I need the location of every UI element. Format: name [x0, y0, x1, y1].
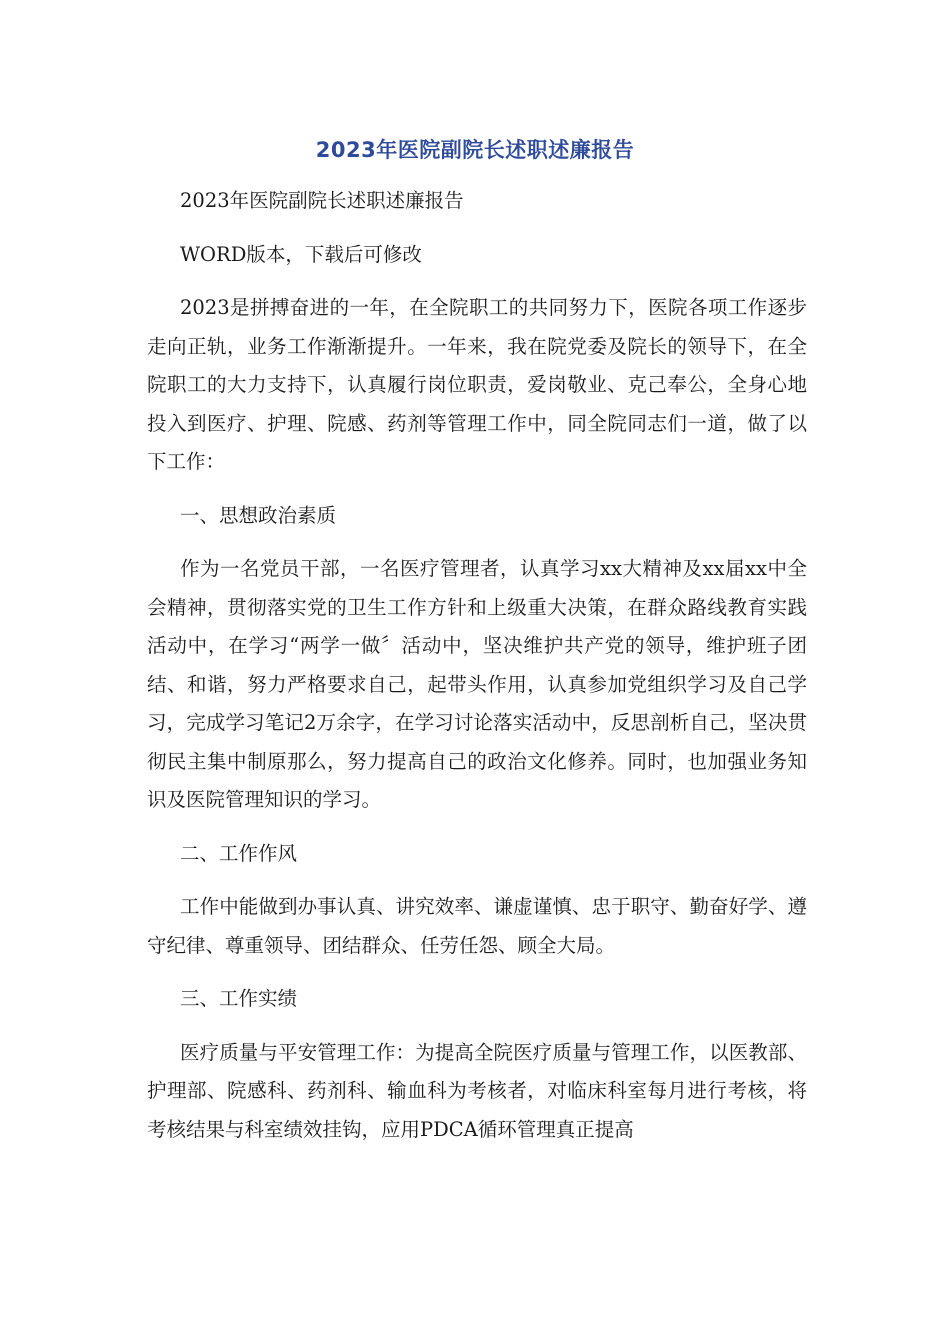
section-heading-political: 一、思想政治素质 [180, 503, 337, 527]
paragraph-intro: 2023是拼搏奋进的一年，在全院职工的共同努力下，医院各项工作逐步走向正轨，业务工作渐渐提升。一年来，我在院党委及院长的领导下，在全院职工的大力支持下，认真履行岗位职责，爱岗敬业、克己奉公，全身心地投入到医疗、护理、院感、药剂等管理工作中，同全院同志们一道，做了以下工作： [147, 296, 807, 473]
paragraph-achievements: 医疗质量与平安管理工作：为提高全院医疗质量与管理工作，以医教部、护理部、院感科、药剂科、输血科为考核者，对临床科室每月进行考核，将考核结果与科室绩效挂钩，应用PDCA循环管理真正提高 [147, 1040, 807, 1141]
section-heading-style: 二、工作作风 [180, 841, 298, 865]
paragraph-style: 工作中能做到办事认真、讲究效率、谦虚谨慎、忠于职守、勤奋好学、遵守纪律、尊重领导、团结群众、任劳任怨、顾全大局。 [147, 895, 807, 957]
document-title: 2023年医院副院长述职述廉报告 [315, 138, 635, 162]
paragraph-subtitle: 2023年医院副院长述职述廉报告 [180, 189, 464, 212]
paragraph-political: 作为一名党员干部，一名医疗管理者，认真学习xx大精神及xx届xx中全会精神，贯彻落实党的卫生工作方针和上级重大决策，在群众路线教育实践活动中，在学习“两学一做〞活动中，坚决维护共产党的领导，维护班子团结、和谐，努力严格要求自己，起带头作用，认真参加党组织学习及自己学习，完成学习笔记2万余字，在学习讨论落实活动中，反思剖析自己，坚决贯彻民主集中制原那么，努力提高自己的政治文化修养。同时，也加强业务知识及医院管理知识的学习。 [147, 557, 807, 811]
section-heading-achievements: 三、工作实绩 [180, 987, 298, 1010]
paragraph-word-note: WORD版本，下载后可修改 [180, 242, 422, 266]
document-body [147, 182, 807, 1164]
